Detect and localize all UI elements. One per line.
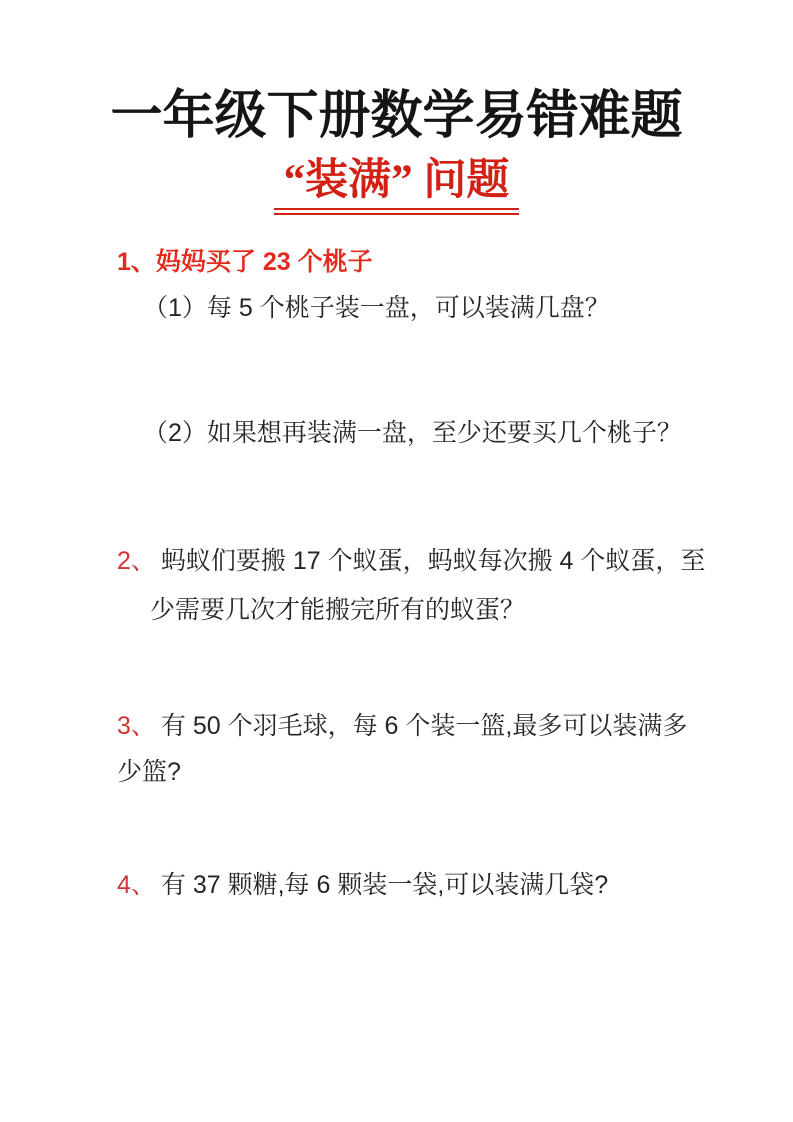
question-3-text-1: 有 50 个羽毛球，每 6 个装一篮,最多可以装满多 — [160, 712, 688, 740]
question-4-text: 有 37 颗糖,每 6 颗装一袋,可以装满几袋? — [160, 871, 609, 899]
question-2 — [117, 537, 705, 635]
question-4-line-1 — [117, 867, 608, 903]
question-3-line-2: 少篮? — [117, 758, 181, 786]
question-2-number: 2、 — [117, 547, 156, 575]
question-2-line-2: 少需要几次才能搬完所有的蚁蛋？ — [150, 596, 526, 624]
subtitle-row — [0, 157, 793, 215]
page-title: 一年级下册数学易错难题 — [110, 87, 683, 145]
question-1-heading: 1、妈妈买了 23 个桃子 — [117, 248, 373, 276]
question-3 — [117, 703, 687, 795]
question-1-part-2: （2）如果想再装满一盘，至少还要买几个桃子？ — [143, 419, 682, 447]
page-subtitle: “装满” 问题 — [274, 157, 520, 215]
question-1-part-1: （1）每 5 个桃子装一盘，可以装满几盘？ — [143, 294, 610, 322]
question-3-line-1 — [117, 703, 687, 749]
question-3-number: 3、 — [117, 712, 156, 740]
question-2-line-1 — [117, 537, 705, 586]
question-4 — [117, 867, 608, 903]
question-4-number: 4、 — [117, 871, 156, 899]
question-2-text-1: 蚂蚁们要搬 17 个蚁蛋，蚂蚁每次搬 4 个蚁蛋，至 — [160, 547, 706, 575]
